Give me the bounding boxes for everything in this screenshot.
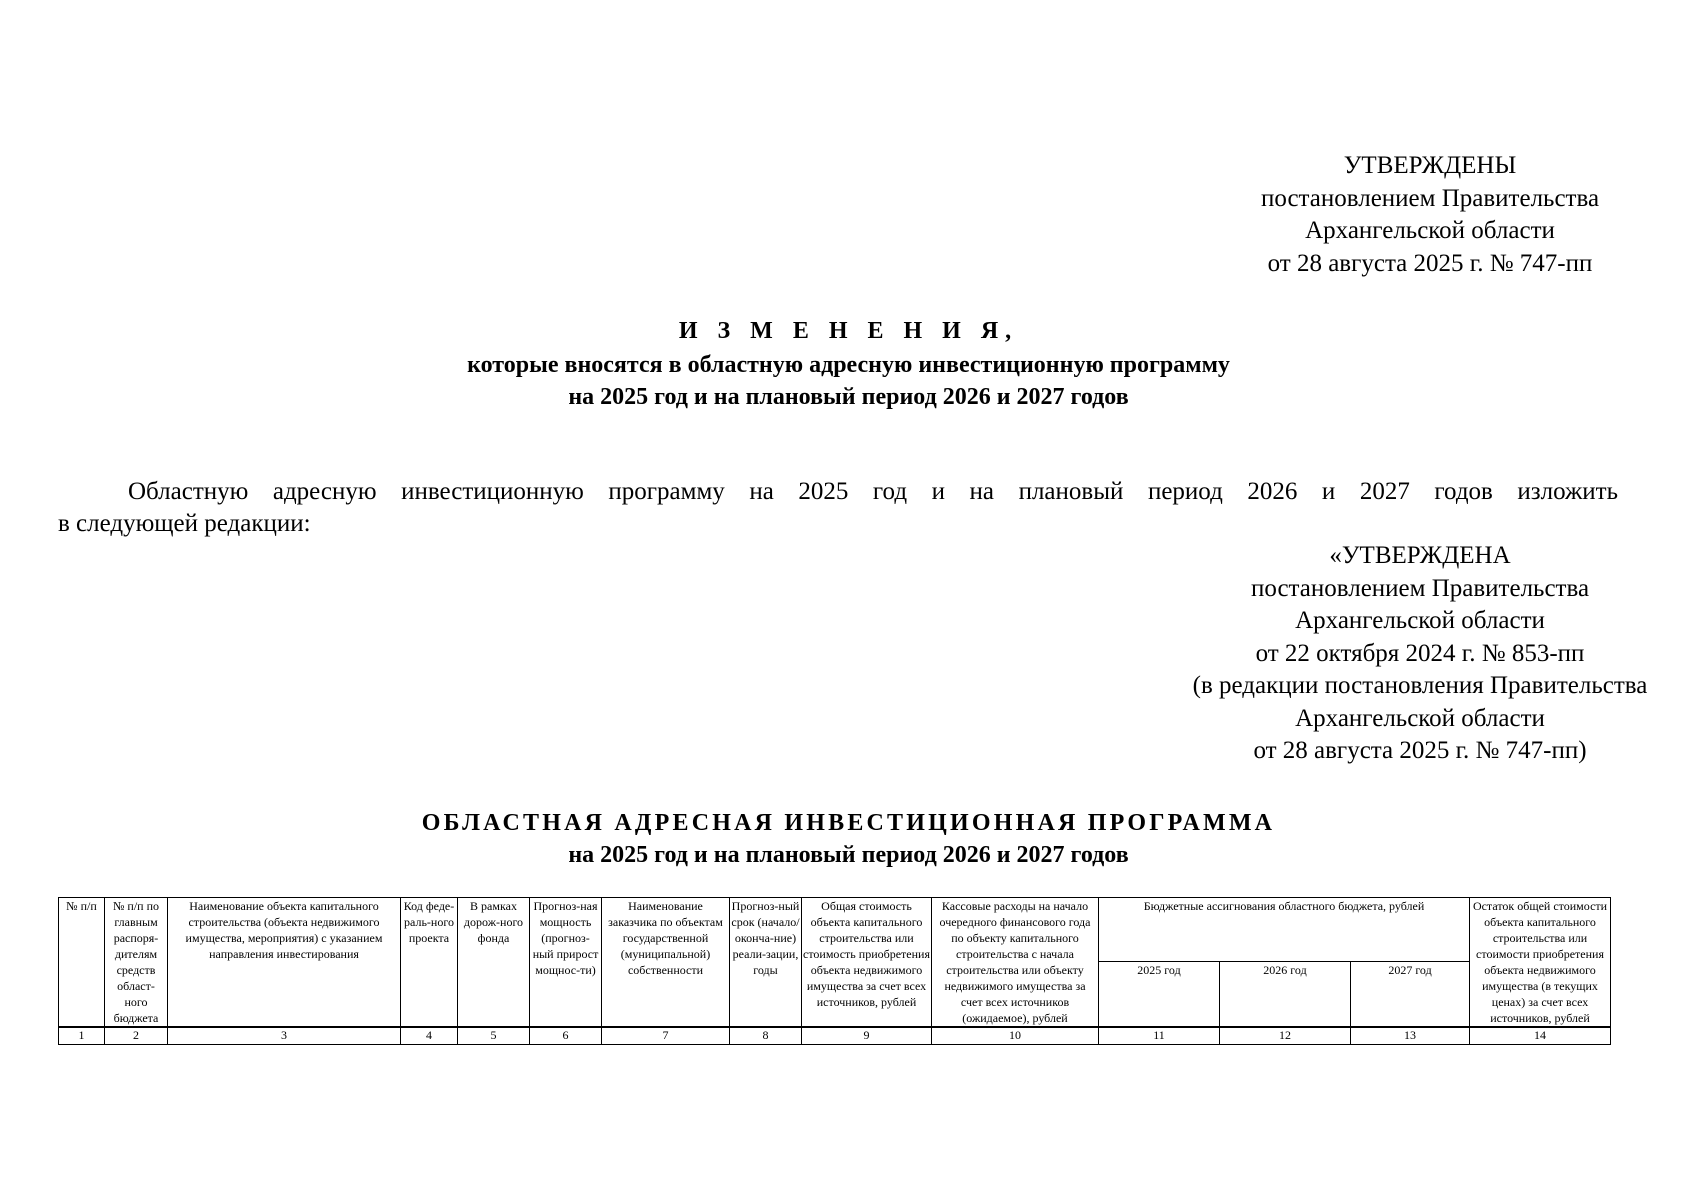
approval-second-line: постановлением Правительства	[1250, 574, 1590, 602]
changes-subtitle-line2: на 2025 год и на плановый период 2026 и 2027 годов	[568, 384, 1129, 410]
header-cell-total-cost: Общая стоимость объекта капитального строительства или стоимость приобретения объекта недвижимого имущества за счет всех источников, рублей	[802, 898, 932, 1028]
header-cell-road-fund: В рамках дорож-ного фонда	[458, 898, 530, 1028]
approval-second-line: от 28 августа 2025 г. № 747-пп)	[1253, 737, 1587, 764]
approval-second-line: «УТВЕРЖДЕНА	[1329, 542, 1511, 569]
column-number-cell: 11	[1099, 1027, 1220, 1045]
table-header-row	[59, 898, 1611, 962]
column-number-cell: 9	[802, 1027, 932, 1045]
approval-second-line: от 22 октября 2024 г. № 853-пп	[1255, 639, 1585, 667]
header-cell-remaining-cost: Остаток общей стоимости объекта капитального строительства или стоимости приобретения объекта недвижимого имущества (в текущих ценах) за счет всех источников, рублей	[1470, 898, 1611, 1028]
column-number-cell: 7	[602, 1027, 730, 1045]
column-number-cell: 3	[168, 1027, 401, 1045]
approval-stamp-top	[1220, 150, 1640, 280]
column-number-cell: 13	[1351, 1027, 1470, 1045]
program-title: ОБЛАСТНАЯ АДРЕСНАЯ ИНВЕСТИЦИОННАЯ ПРОГРАММА	[421, 810, 1276, 836]
body-paragraph-line2: в следующей редакции:	[58, 510, 311, 537]
column-number-cell: 6	[530, 1027, 602, 1045]
column-number-row	[59, 1027, 1611, 1045]
header-cell-cash-expenses: Кассовые расходы на начало очередного финансового года по объекту капитального строительства с начала строительства или объекту недвижимого имущества за счет всех источников (ожидаемое), рублей	[932, 898, 1099, 1028]
column-number-cell: 1	[59, 1027, 105, 1045]
changes-subtitle-line1: которые вносятся в областную адресную инвестиционную программу	[467, 352, 1230, 378]
body-paragraph	[58, 476, 1618, 540]
header-cell-budget-group: Бюджетные ассигнования областного бюджета, рублей	[1099, 898, 1470, 962]
header-cell-term: Прогноз-ный срок (начало/ оконча-ние) реали-зации, годы	[730, 898, 802, 1028]
header-cell-object-name: Наименование объекта капитального строительства (объекта недвижимого имущества, мероприятия) с указанием направления инвестирования	[168, 898, 401, 1028]
header-cell-federal-project-code: Код феде-раль-ного проекта	[401, 898, 458, 1028]
header-cell-year-2027: 2027 год	[1351, 961, 1470, 1027]
approval-top-line: УТВЕРЖДЕНЫ	[1343, 152, 1517, 179]
header-cell-capacity: Прогноз-ная мощность (прогноз-ный прирост мощнос-ти)	[530, 898, 602, 1028]
approval-stamp-program	[1160, 540, 1680, 768]
body-paragraph-line1: Областную адресную инвестиционную программу на 2025 год и на плановый период 2026 и 2027 годов изложить	[128, 478, 1618, 505]
column-number-cell: 12	[1220, 1027, 1351, 1045]
approval-second-line: Архангельской области	[1295, 704, 1545, 732]
approval-second-line: (в редакции постановления Правительства	[1192, 672, 1648, 699]
changes-title: И З М Е Н Е Н И Я,	[678, 318, 1019, 344]
column-number-cell: 5	[458, 1027, 530, 1045]
program-subtitle: на 2025 год и на плановый период 2026 и 2027 годов	[568, 842, 1129, 868]
column-number-cell: 4	[401, 1027, 458, 1045]
column-number-cell: 10	[932, 1027, 1099, 1045]
header-cell-number: № п/п	[59, 898, 105, 1028]
header-cell-customer: Наименование заказчика по объектам государственной (муниципальной) собственности	[602, 898, 730, 1028]
column-number-cell: 14	[1470, 1027, 1611, 1045]
header-cell-year-2025: 2025 год	[1099, 961, 1220, 1027]
header-cell-year-2026: 2026 год	[1220, 961, 1351, 1027]
header-cell-number-by-manager: № п/п по главным распоря-дителям средств област-ного бюджета	[105, 898, 168, 1028]
approval-second-line: Архангельской области	[1295, 607, 1545, 634]
approval-top-line: от 28 августа 2025 г. № 747-пп	[1267, 249, 1593, 277]
column-number-cell: 8	[730, 1027, 802, 1045]
approval-top-line: постановлением Правительства	[1260, 184, 1600, 212]
column-number-cell: 2	[105, 1027, 168, 1045]
program-table	[58, 897, 1611, 1045]
approval-top-line: Архангельской области	[1305, 217, 1555, 244]
